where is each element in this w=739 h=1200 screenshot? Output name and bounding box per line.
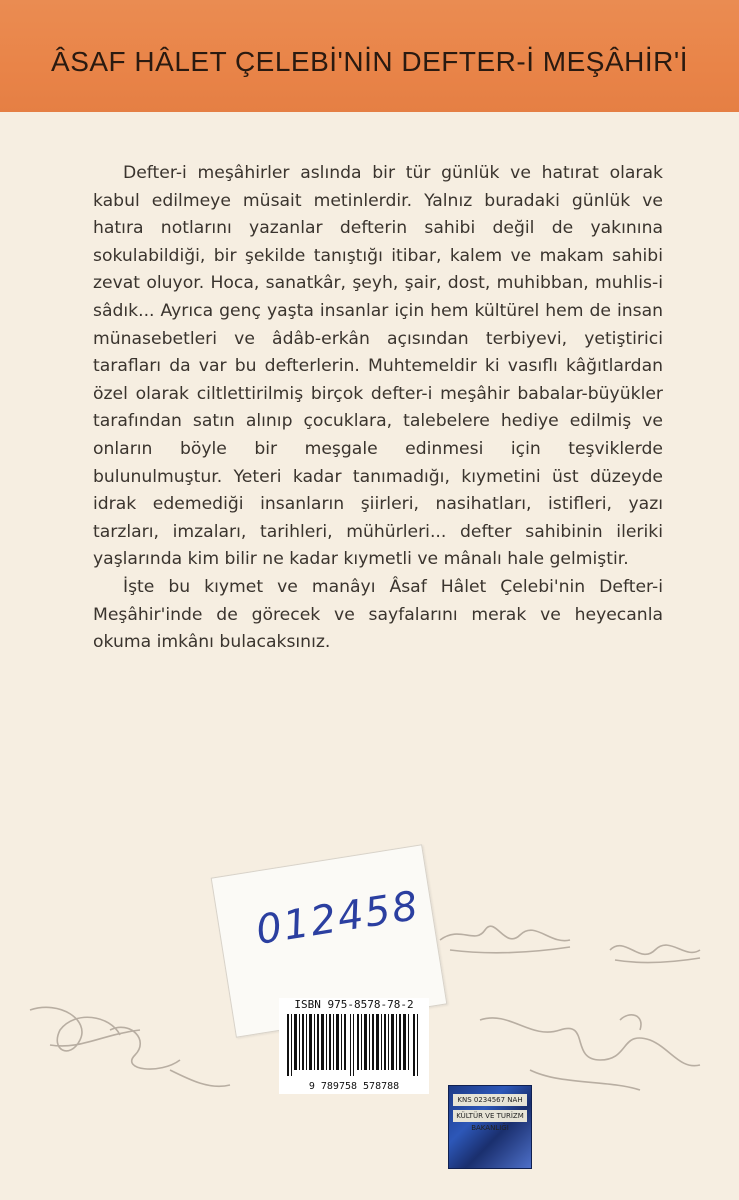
- blurb-paragraph: İşte bu kıymet ve manâyı Âsaf Hâlet Çelebi'nin Defter-i Meşâhir'inde de görecek ve sayfalarını merak ve heyecanla okuma imkânı bulacaksınız.: [93, 576, 663, 653]
- signature-left-icon: [20, 990, 240, 1100]
- hologram-ministry: KÜLTÜR VE TURİZM BAKANLIĞI: [453, 1110, 527, 1122]
- inventory-number: 012458: [252, 882, 423, 954]
- book-title: ÂSAF HÂLET ÇELEBİ'NİN DEFTER-İ MEŞÂHİR'İ: [51, 46, 688, 77]
- back-cover-blurb: [93, 160, 663, 657]
- banderole-hologram: [448, 1085, 532, 1169]
- barcode-bars-icon: [287, 1014, 421, 1076]
- barcode-digits: 9 789758 578788: [308, 1081, 400, 1092]
- signature-right-icon: [600, 920, 710, 980]
- hologram-serial: KNS 0234567 NAH: [453, 1094, 527, 1106]
- isbn-label: ISBN 975-8578-78-2: [294, 998, 414, 1011]
- blurb-paragraph: Defter-i meşâhirler aslında bir tür günlük ve hatırat olarak kabul edilmeye müsait metinlerdir. Yalnız buradaki günlük ve hatıra notlarını yazanlar defterin sahibi değil de yakınına sokulabildiği, bir şekilde tanıştığı itibar, kalem ve makam sahibi zevat oluyor. Hoca, sanatkâr, şeyh, şair, dost, muhibban, muhlis-i sâdık... Ayrıca genç yaşta insanlar için hem kültürel hem de insan münasebetleri ve âdâb-erkân açısından terbiyevi, yetiştirici tarafları da var bu defterlerin. Muhtemeldir ki vasıflı kâğıtlardan özel olarak ciltlettirilmiş birçok defter-i meşâhir babalar-büyükler tarafından satın alınıp çocuklara, talebelere hediye edilmiş ve onların böyle bir meşgale edinmesi için teşviklerde bulunulmuştur. Yeteri kadar tanımadığı, kıymetini üst düzeyde idrak edemediği insanların şiirleri, nasihatları, istifleri, yazı tarzları, imzaları, tarihleri, mühürleri... defter sahibinin ileriki yaşlarında kim bilir ne kadar kıymetli ve mânalı hale gelmiştir.: [93, 163, 663, 570]
- title-banner: [0, 0, 739, 112]
- signature-top-right-icon: [430, 905, 580, 965]
- isbn-barcode: [279, 998, 429, 1094]
